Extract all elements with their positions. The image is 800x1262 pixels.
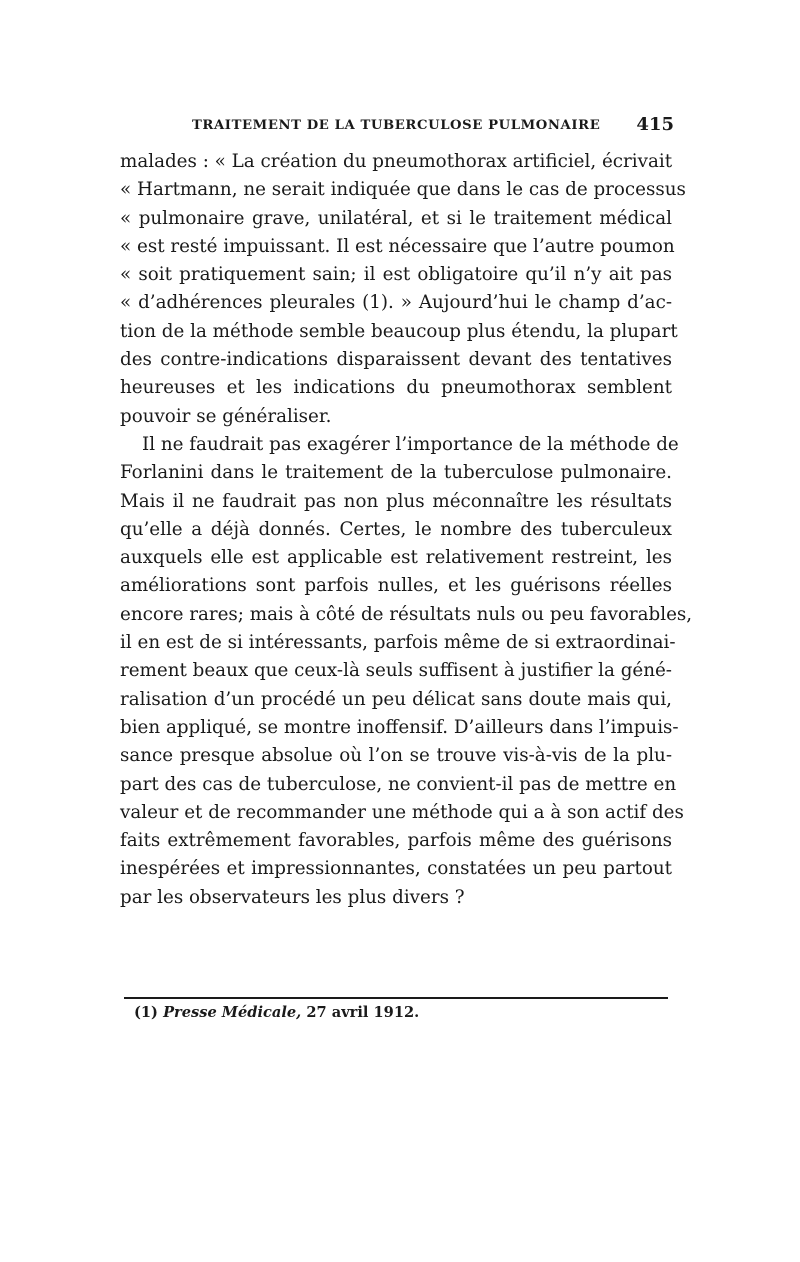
footnote-source: Presse Médicale, [163,1004,302,1021]
text-line: Forlanini dans le traitement de la tuberculose pulmonaire. [120,462,672,484]
text-line: Mais il ne faudrait pas non plus méconnaître les résultats [120,490,672,512]
text-line: « Hartmann, ne serait indiquée que dans le cas de processus [120,179,686,201]
text-line: ralisation d’un procédé un peu délicat sans doute mais qui, [120,688,672,710]
text-line: bien appliqué, se montre inoffensif. D’ailleurs dans l’impuis- [120,716,679,738]
running-title: TRAITEMENT DE LA TUBERCULOSE PULMONAIRE [192,118,601,133]
text-line: améliorations sont parfois nulles, et les guérisons réelles [120,575,672,597]
text-line: sance presque absolue où l’on se trouve vis-à-vis de la plu- [120,745,672,767]
text-line: heureuses et les indications du pneumothorax semblent [120,377,672,399]
text-line: « soit pratiquement sain; il est obligatoire qu’il n’y ait pas [120,264,672,286]
paragraph-first-line: Il ne faudrait pas exagérer l’importance de la méthode de [142,433,679,455]
text-line: par les observateurs les plus divers ? [120,886,465,908]
footnote-marker: (1) [134,1004,158,1021]
text-line: « d’adhérences pleurales (1). » Aujourd’hui le champ d’ac- [120,292,672,314]
text-line: « pulmonaire grave, unilatéral, et si le traitement médical [120,207,672,229]
text-line: auxquels elle est applicable est relativement restreint, les [120,547,672,569]
footnote [134,1004,419,1021]
text-line: des contre-indications disparaissent devant des tentatives [120,349,672,371]
text-line: il en est de si intéressants, parfois même de si extraordinai- [120,632,676,654]
running-header [120,114,680,138]
text-line: valeur et de recommander une méthode qui a à son actif des [120,801,684,823]
text-line: rement beaux que ceux-là seuls suffisent à justifier la géné- [120,660,672,682]
footnote-date: 27 avril 1912. [306,1004,420,1021]
footnote-divider [124,997,668,999]
text-line: faits extrêmement favorables, parfois même des guérisons [120,830,672,852]
text-line: qu’elle a déjà donnés. Certes, le nombre des tuberculeux [120,518,672,540]
text-line: malades : « La création du pneumothorax artificiel, écrivait [120,151,673,172]
text-line: « est resté impuissant. Il est nécessaire que l’autre poumon [120,235,675,257]
text-line: pouvoir se généraliser. [120,405,332,427]
text-line: inespérées et impressionnantes, constatées un peu partout [120,858,672,880]
text-line: part des cas de tuberculose, ne convient-il pas de mettre en [120,773,677,795]
body-text [120,148,693,912]
page-number: 415 [636,114,674,135]
text-line: encore rares; mais à côté de résultats nuls ou peu favorables, [120,603,693,625]
text-line: tion de la méthode semble beaucoup plus étendu, la plupart [120,320,678,342]
